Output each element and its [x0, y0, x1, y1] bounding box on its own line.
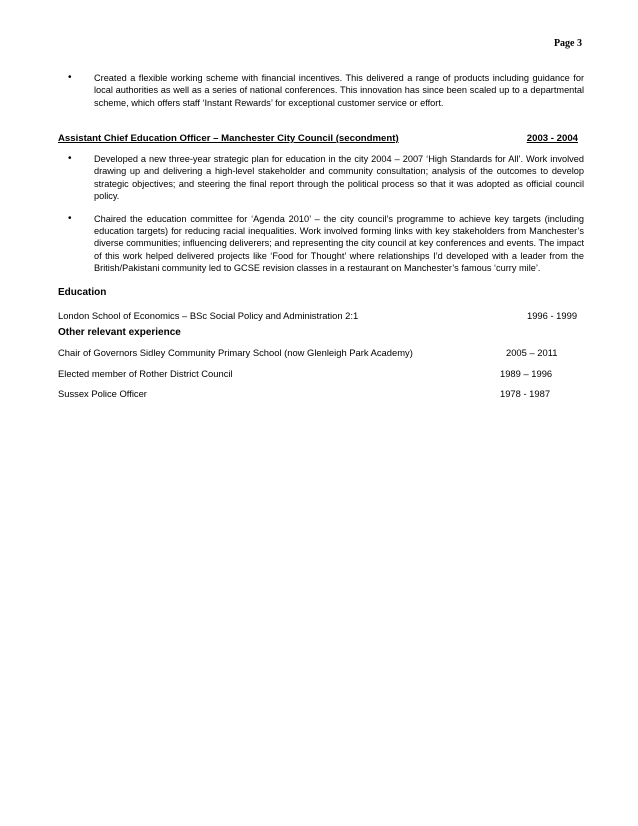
achievement-list	[62, 72, 584, 118]
experience-text: Sussex Police Officer	[58, 388, 147, 399]
bullet-icon: •	[68, 212, 72, 224]
experience-text: Chair of Governors Sidley Community Primary School (now Glenleigh Park Academy)	[58, 347, 413, 358]
bullet-icon: •	[68, 153, 72, 164]
page-number: Page 3	[553, 38, 582, 49]
experience-period: 1978 - 1987	[500, 388, 551, 399]
list-item	[62, 213, 584, 275]
experience-text: Elected member of Rother District Council	[58, 368, 233, 379]
experience-period: 1989 – 1996	[500, 368, 553, 379]
role-heading	[58, 133, 584, 145]
experience-period: 2005 – 2011	[506, 347, 558, 358]
other-experience-heading: Other relevant experience	[58, 327, 181, 338]
education-text: London School of Economics – BSc Social Policy and Administration 2:1	[58, 310, 359, 321]
bullet-text: Developed a new three-year strategic plan for education in the city 2004 – 2007 ‘High Standards for All’. Work involved drawing up and delivering a high-level stakeholder and community consultation; analysis of the outcomes to develop strategic objectives; and steering the final report through the political process so that it was adopted as official council policy.	[94, 154, 584, 202]
education-period: 1996 - 1999	[527, 310, 578, 321]
experience-row	[58, 388, 584, 399]
bullet-text: Created a flexible working scheme with financial incentives. This delivered a range of products including guidance for local authorities as well as a series of national conferences. This innovation has since been scaled up to a departmental scheme, which offers staff ‘Instant Rewards’ for exceptional customer service or effort.	[94, 73, 584, 108]
bullet-text: Chaired the education committee for ‘Agenda 2010’ – the city council’s programme to achieve key targets (including education targets) for reducing racial inequalities. Work involved forming links with key stakeholders from Manchester’s diverse communities; influencing deliverers; and representing the city council at key conferences and events. The impact of this work helped delivered projects like ‘Food for Thought’ where relationships I’d developed with a leader from the British/Pakistani community led to GCSE revision classes in a restaurant on Manchester’s famous ‘curry mile’.	[94, 213, 584, 274]
bullet-icon: •	[68, 72, 72, 83]
role-dates: 2003 - 2004	[526, 133, 578, 144]
experience-row	[58, 347, 584, 358]
experience-row	[58, 368, 584, 379]
list-item	[62, 153, 584, 203]
education-row	[58, 310, 584, 321]
list-item	[62, 72, 584, 109]
education-heading: Education	[58, 287, 107, 298]
role-title: Assistant Chief Education Officer – Manchester City Council (secondment)	[58, 133, 399, 144]
role-achievement-list	[62, 153, 584, 284]
